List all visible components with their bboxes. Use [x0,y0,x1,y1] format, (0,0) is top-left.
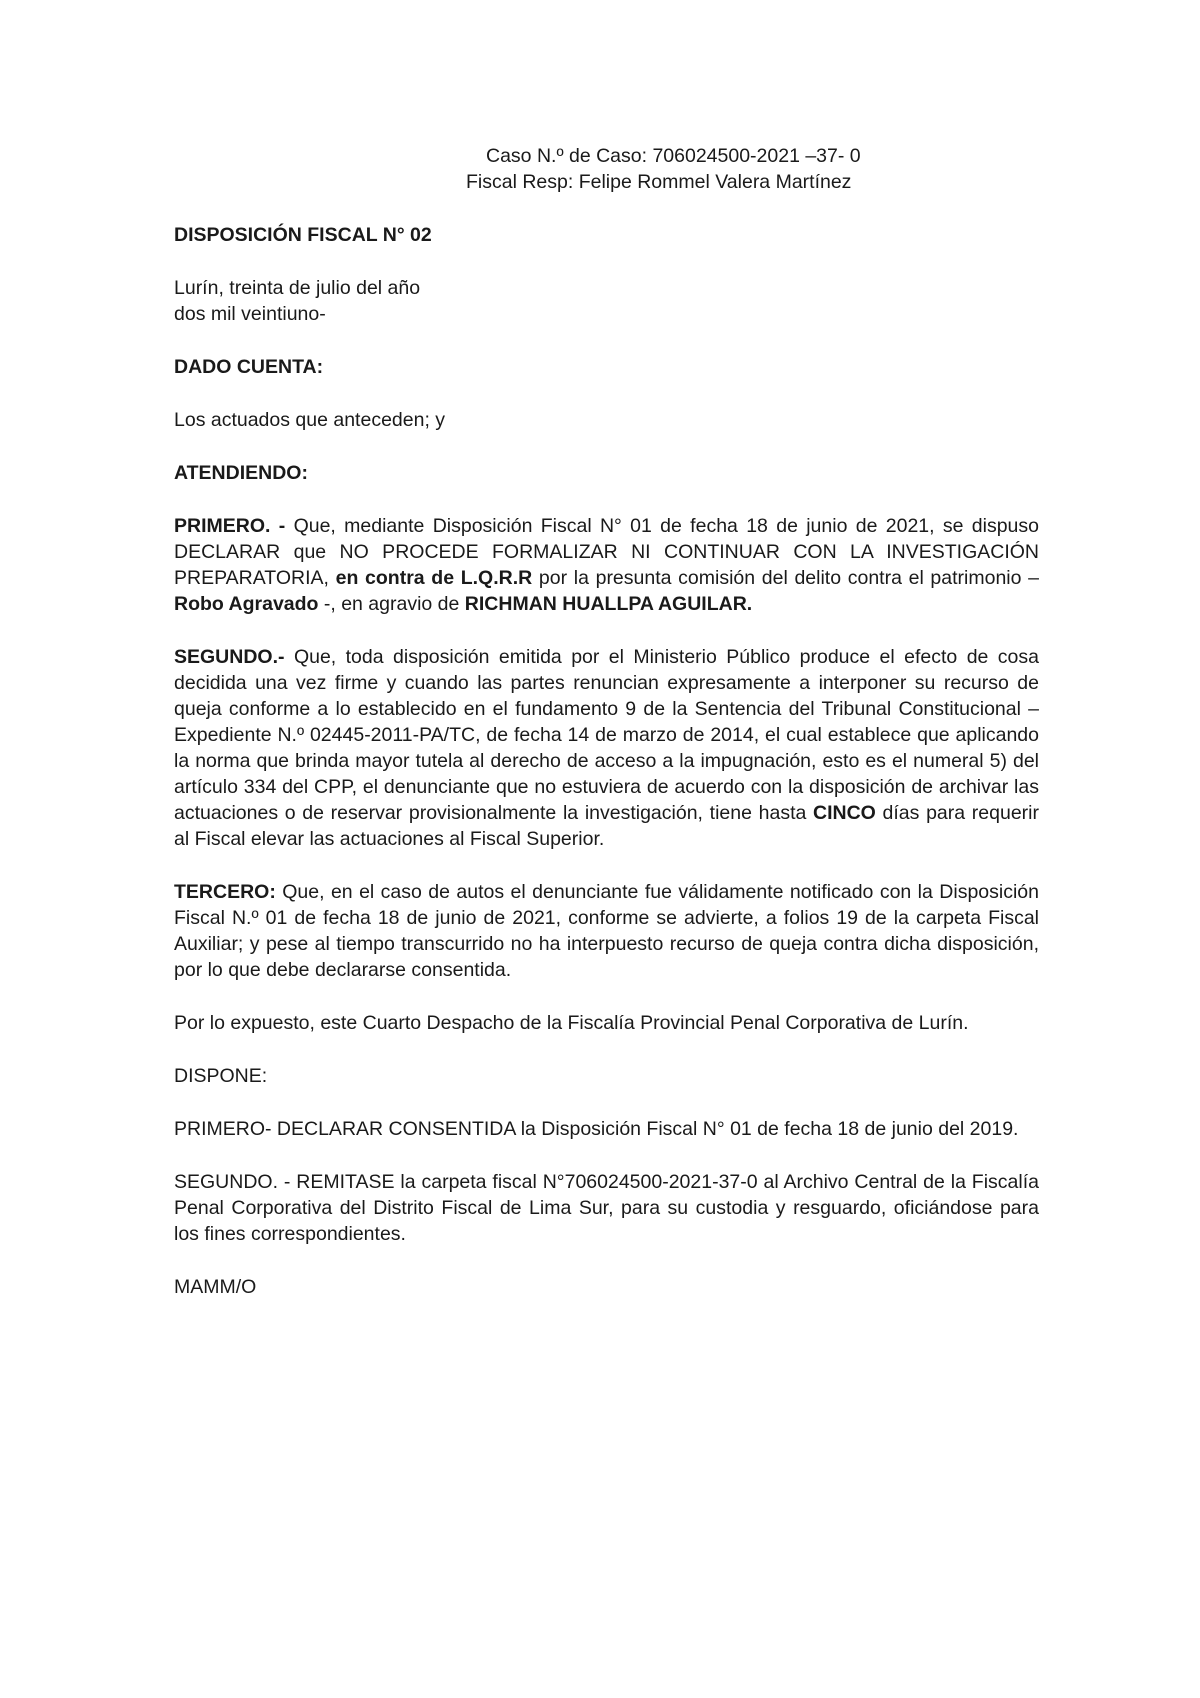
dado-cuenta-heading: DADO CUENTA: [174,356,324,378]
initials: MAMM/O [174,1276,257,1298]
place-date-line-1: Lurín, treinta de julio del año [174,277,421,299]
atendiendo-heading: ATENDIENDO: [174,462,308,484]
dispone-segundo: SEGUNDO. - REMITASE la carpeta fiscal N°706024500-2021-37-0 al Archivo Central de la Fiscalía Penal Corporativa del Distrito Fiscal de Lima Sur, para su custodia y resguardo, oficiándose para los fines correspondientes. [174,1171,1039,1245]
primero-text-3: -, en agravio de [318,593,465,615]
paragraph-segundo [174,644,1039,852]
place-date-line-2: dos mil veintiuno- [174,303,326,325]
place-date [174,275,1039,327]
paragraph-tercero [174,879,1039,983]
segundo-text-2: días para requerir al Fiscal elevar las actuaciones al Fiscal Superior. [174,802,1039,850]
dispone-primero: PRIMERO- DECLARAR CONSENTIDA la Disposición Fiscal N° 01 de fecha 18 de junio del 2019. [174,1118,1019,1140]
document-body [174,222,1039,1300]
document-title: DISPOSICIÓN FISCAL N° 02 [174,224,432,246]
primero-bold-2: Robo Agravado [174,593,319,615]
primero-bold-3: RICHMAN HUALLPA AGUILAR. [464,593,753,615]
dispone-heading: DISPONE: [174,1065,268,1087]
primero-text-2: por la presunta comisión del delito contra el patrimonio – [532,567,1039,589]
primero-label: PRIMERO. - [174,515,286,537]
tercero-label: TERCERO: [174,881,276,903]
segundo-text-1: Que, toda disposición emitida por el Ministerio Público produce el efecto de cosa decidida una vez firme y cuando las partes renuncian expresamente a interponer su recurso de queja conforme a lo establecido en el fundamento 9 de la Sentencia del Tribunal Constitucional – Expediente N.º 02445-2011-PA/TC, de fecha 14 de marzo de 2014, el cual establece que aplicando la norma que brinda mayor tutela al derecho de acceso a la impugnación, esto es el numeral 5) del artículo 334 del CPP, el denunciante que no estuviera de acuerdo con la disposición de archivar las actuaciones o de reservar provisionalmente la investigación, tiene hasta [174,646,1039,824]
primero-bold-1: en contra de L.Q.R.R [335,567,533,589]
primero-text-1: Que, mediante Disposición Fiscal N° 01 de fecha 18 de junio de 2021, se dispuso DECLARAR que NO PROCEDE FORMALIZAR NI CONTINUAR CON LA INVESTIGACIÓN PREPARATORIA, [174,515,1039,589]
segundo-bold-1: CINCO [813,802,876,824]
fiscal-responsible: Fiscal Resp: Felipe Rommel Valera Martínez [466,171,852,193]
paragraph-expuesto: Por lo expuesto, este Cuarto Despacho de la Fiscalía Provincial Penal Corporativa de Lurín. [174,1012,969,1034]
segundo-label: SEGUNDO.- [174,646,285,668]
case-number: Caso N.º de Caso: 706024500-2021 –37- 0 [486,145,861,167]
paragraph-primero [174,513,1039,617]
dado-cuenta-text: Los actuados que anteceden; y [174,409,446,431]
tercero-text-1: Que, en el caso de autos el denunciante fue válidamente notificado con la Disposición Fiscal N.º 01 de fecha 18 de junio de 2021, conforme se advierte, a folios 19 de la carpeta Fiscal Auxiliar; y pese al tiempo transcurrido no ha interpuesto recurso de queja contra dicha disposición, por lo que debe declararse consentida. [174,881,1039,981]
case-header [466,143,926,195]
